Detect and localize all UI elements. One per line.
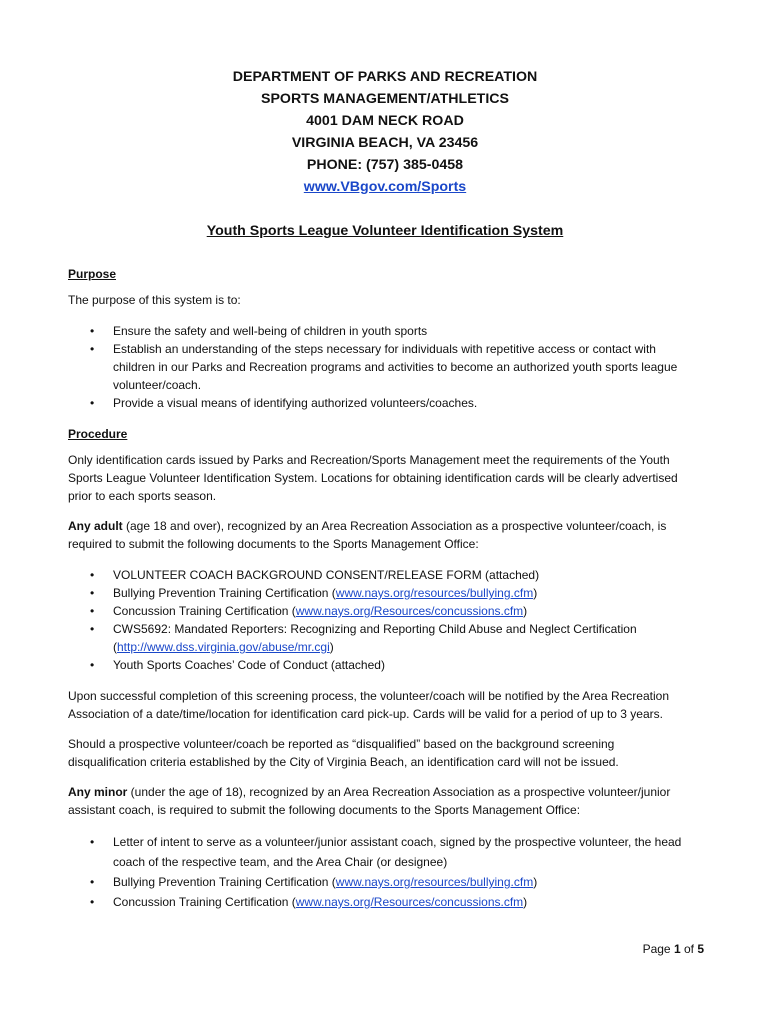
item-end: ) <box>523 895 528 909</box>
item-end: ) <box>533 586 538 600</box>
division-name: SPORTS MANAGEMENT/ATHLETICS <box>260 91 510 107</box>
item-text: Bullying Prevention Training Certification ( <box>113 875 336 889</box>
list-item: • Ensure the safety and well-being of children in youth sports <box>68 322 696 340</box>
procedure-heading: Procedure <box>68 427 128 441</box>
list-item: • Establish an understanding of the steps necessary for individuals with repetitive access or contact with children in our Parks and Recreation programs and activities to become an authorized youth sports league volunteer/coach. <box>68 340 696 394</box>
item-end: ) <box>523 604 528 618</box>
page-number <box>590 942 704 956</box>
total-pages: 5 <box>697 942 704 956</box>
item-text: CWS5692: Mandated Reporters: Recognizing and Reporting Child Abuse and Neglect Certification ( <box>113 622 637 654</box>
concussion-link[interactable]: www.nays.org/Resources/concussions.cfm <box>295 895 524 909</box>
item-end: ) <box>329 640 334 654</box>
phone-number: PHONE: (757) 385-0458 <box>306 157 464 173</box>
success-paragraph: Upon successful completion of this screening process, the volunteer/coach will be notified by the Area Recreation Association of a date/time/location for identification card pick-up. Cards will be valid for a period of up to 3 years. <box>68 689 669 721</box>
list-item: • Youth Sports Coaches’ Code of Conduct (attached) <box>68 656 696 674</box>
letterhead <box>0 66 770 198</box>
purpose-section <box>68 265 696 412</box>
item-text: Bullying Prevention Training Certification ( <box>113 586 336 600</box>
procedure-section <box>68 425 696 912</box>
list-item <box>68 602 696 620</box>
list-item <box>68 620 696 656</box>
concussion-link[interactable]: www.nays.org/Resources/concussions.cfm <box>295 604 524 618</box>
purpose-heading: Purpose <box>68 267 117 281</box>
purpose-list <box>68 322 696 412</box>
item-text: Concussion Training Certification ( <box>113 604 296 618</box>
website-link[interactable]: www.VBgov.com/Sports <box>303 179 467 195</box>
minor-text: (under the age of 18), recognized by an Area Recreation Association as a prospective volunteer/junior assistant coach, is required to submit the following documents to the Sports Management Office: <box>68 785 671 817</box>
adult-requirements <box>68 517 696 553</box>
procedure-intro: Only identification cards issued by Parks and Recreation/Sports Management meet the requirements of the Youth Sports League Volunteer Identification System. Locations for obtaining identification cards will be clearly advertised prior to each sports season. <box>68 453 678 503</box>
item-text: Concussion Training Certification ( <box>113 895 296 909</box>
item-end: ) <box>533 875 538 889</box>
adult-text: (age 18 and over), recognized by an Area Recreation Association as a prospective volunteer/coach, is required to submit the following documents to the Sports Management Office: <box>68 519 667 551</box>
bullying-link[interactable]: www.nays.org/resources/bullying.cfm <box>335 586 534 600</box>
list-item: • Provide a visual means of identifying authorized volunteers/coaches. <box>68 394 696 412</box>
list-item <box>68 584 696 602</box>
minor-documents-list <box>68 832 696 912</box>
list-item <box>68 872 696 892</box>
street-address: 4001 DAM NECK ROAD <box>306 113 464 129</box>
current-page: 1 <box>673 942 681 956</box>
document-title: Youth Sports League Volunteer Identification System <box>206 223 564 239</box>
list-item: • Letter of intent to serve as a volunteer/junior assistant coach, signed by the prospective volunteer, the head coach of the respective team, and the Area Chair (or designee) <box>68 832 696 872</box>
page-label: Page <box>642 942 674 956</box>
disqualified-paragraph: Should a prospective volunteer/coach be reported as “disqualified” based on the background screening disqualification criteria established by the City of Virginia Beach, an identification card will not be issued. <box>68 737 619 769</box>
department-name: DEPARTMENT OF PARKS AND RECREATION <box>232 69 538 85</box>
minor-requirements <box>68 783 696 819</box>
list-item <box>68 892 696 912</box>
minor-label: Any minor <box>68 785 128 799</box>
adult-documents-list <box>68 566 696 674</box>
list-item: • VOLUNTEER COACH BACKGROUND CONSENT/RELEASE FORM (attached) <box>68 566 696 584</box>
adult-label: Any adult <box>68 519 123 533</box>
of-label: of <box>680 942 698 956</box>
city-state-zip: VIRGINIA BEACH, VA 23456 <box>291 135 479 151</box>
bullying-link[interactable]: www.nays.org/resources/bullying.cfm <box>335 875 534 889</box>
dss-abuse-link[interactable]: http://www.dss.virginia.gov/abuse/mr.cgi <box>117 640 330 654</box>
purpose-intro: The purpose of this system is to: <box>68 293 241 307</box>
